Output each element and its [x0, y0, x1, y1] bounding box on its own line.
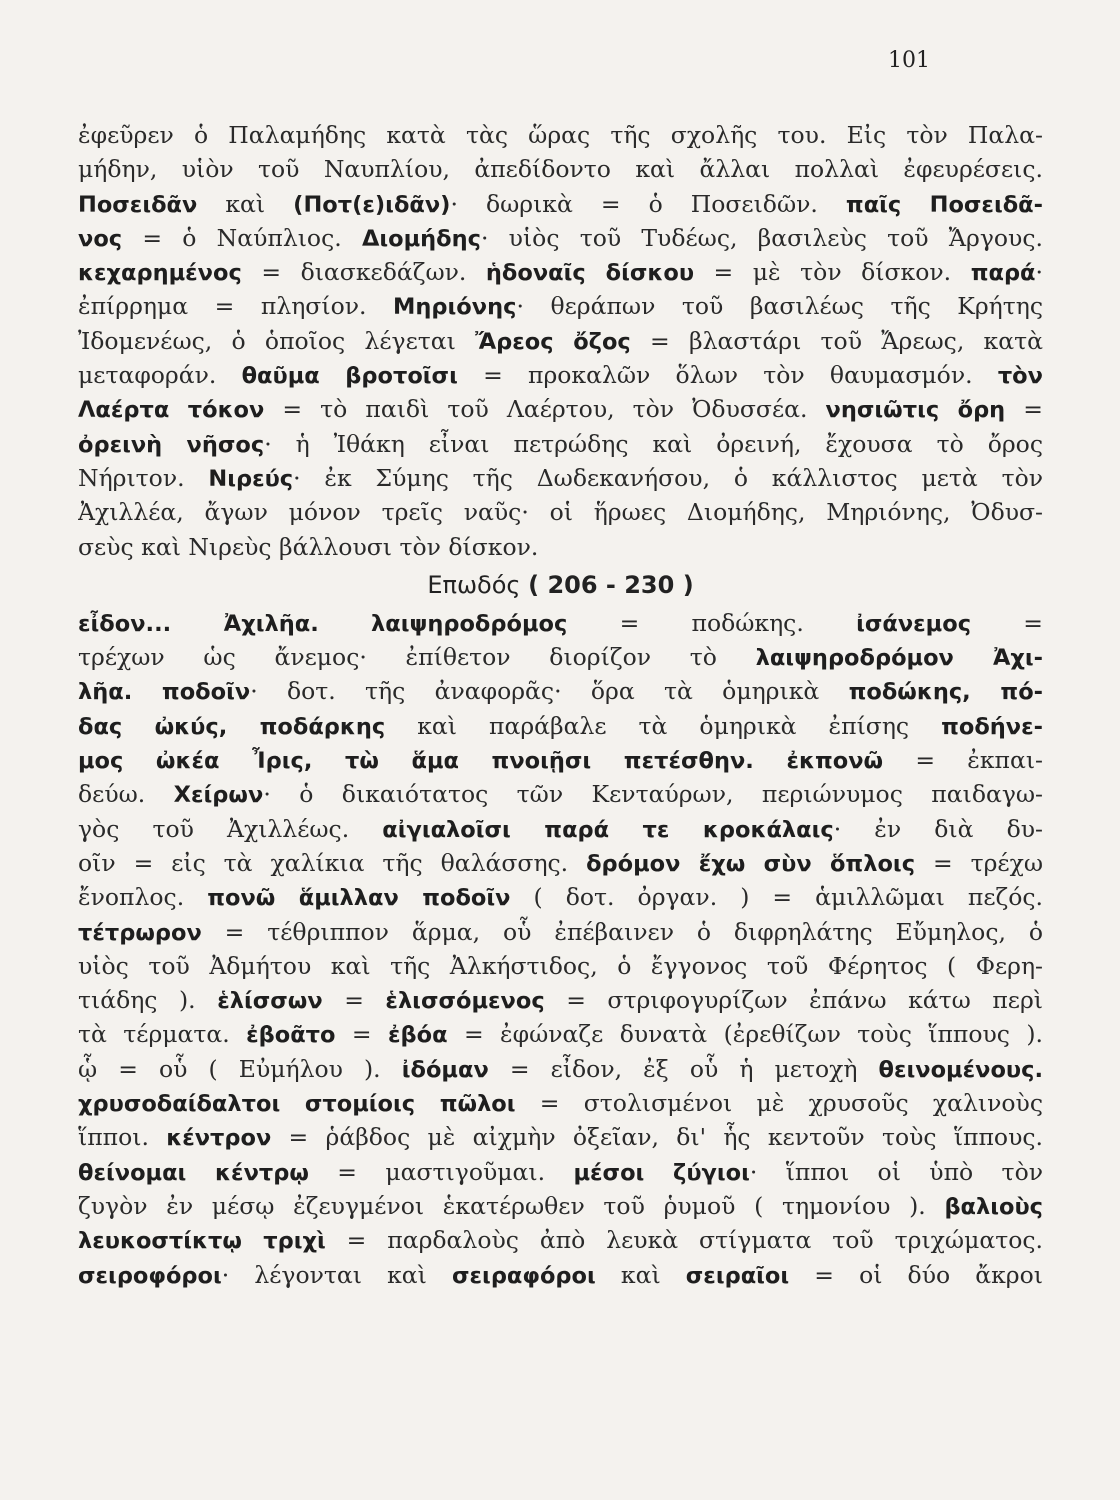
lemma-term: βαλιοὺς [944, 1193, 1043, 1220]
gloss-text: Ἰδομενέως, ὁ ὁποῖος λέγεται [78, 326, 476, 355]
text-line [78, 846, 1043, 880]
lemma-term: σειροφόροι [78, 1262, 222, 1289]
gloss-text: · δωρικὰ = ὁ Ποσειδῶν. [450, 189, 846, 218]
lemma-term: ἑλισσόμενος [385, 988, 545, 1015]
gloss-text: ( δοτ. ὀργαν. ) = ἁμιλλῶμαι πεζός. [510, 883, 1043, 912]
lemma-term: ἐβοᾶτο [246, 1022, 336, 1049]
gloss-text: ἐφεῦρεν ὁ Παλαμήδης κατὰ τὰς ὥρας τῆς σχολῆς του. Εἰς τὸν Παλα- [78, 121, 1043, 149]
lemma-term: (Ποτ(ε)ιδᾶν) [293, 191, 451, 218]
text-line [78, 1189, 1043, 1223]
gloss-text: υἱὸς τοῦ Ἀδμήτου καὶ τῆς Ἀλκήστιδος, ὁ ἔγγονος τοῦ Φέρητος ( Φερη- [78, 951, 1043, 980]
gloss-text: · δοτ. τῆς ἀναφορᾶς· ὅρα τὰ ὁμηρικὰ [250, 677, 849, 706]
text-line [78, 709, 1043, 743]
text-line [78, 118, 1043, 152]
lemma-term: λαιψηροδρόμος [371, 610, 568, 637]
lemma-term: νησιῶτις ὄρη [825, 397, 1006, 424]
text-line [78, 1120, 1043, 1154]
lemma-term: Χείρων [173, 782, 264, 809]
lemma-term: μέσοι ζύγιοι [573, 1159, 750, 1186]
gloss-text: = μὲ τὸν δίσκον. [694, 258, 971, 287]
lemma-term: σειραφόροι [452, 1262, 596, 1289]
gloss-text: = εἶδον, ἐξ οὗ ἡ μετοχὴ [488, 1054, 879, 1083]
lemma-term: ποδώκης, πό- [848, 679, 1043, 706]
heading-word: Επωδός [427, 570, 521, 599]
text-line [78, 915, 1043, 949]
gloss-text: καὶ παράβαλε τὰ ὁμηρικὰ ἐπίσης [385, 711, 942, 740]
gloss-text: Νήριτον. [78, 463, 209, 492]
gloss-text: ἐπίρρημα = πλησίον. [78, 292, 394, 321]
lemma-term: λῆα. ποδοῖν [78, 679, 251, 706]
lemma-term: ἰσάνεμος [856, 610, 972, 637]
gloss-text: · υἱὸς τοῦ Τυδέως, βασιλεὺς τοῦ Ἄργους. [480, 223, 1043, 252]
text-line [78, 461, 1043, 495]
text-line [78, 640, 1043, 674]
gloss-text: τιάδης ). [78, 986, 218, 1015]
gloss-text: = [971, 608, 1043, 637]
page-number: 101 [888, 48, 930, 73]
lemma-term: Λαέρτα τόκον [78, 397, 265, 424]
lemma-term: Νιρεύς [208, 465, 294, 492]
text-line [78, 1017, 1043, 1051]
text-line [78, 949, 1043, 983]
commentary-text [78, 118, 1043, 1292]
text-line [78, 606, 1043, 640]
text-line [78, 187, 1043, 221]
text-line [78, 152, 1043, 186]
text-line [78, 1052, 1043, 1086]
gloss-text: · ἵπποι οἱ ὑπὸ τὸν [749, 1157, 1043, 1186]
gloss-text: γὸς τοῦ Ἀχιλλέως. [78, 814, 383, 843]
lemma-term: μος ὠκέα Ἶρις, τὼ ἅμα πνοιῇσι πετέσθην. ἐκπονῶ [78, 748, 884, 775]
text-line [78, 495, 1043, 529]
lemma-term: ἑλίσσων [217, 988, 323, 1015]
gloss-text: ζυγὸν ἐν μέσῳ ἐζευγμένοι ἑκατέρωθεν τοῦ ῥυμοῦ ( τημονίου ). [78, 1191, 945, 1220]
gloss-text: = τρέχω [915, 848, 1043, 877]
lemma-term: ποδήνε- [941, 713, 1043, 740]
lemma-term: εἶδον... Ἀχιλῆα. [78, 610, 319, 637]
lemma-term: Διομήδης [361, 225, 481, 252]
gloss-text: · ἡ Ἰθάκη εἶναι πετρώδης καὶ ὀρεινή, ἔχουσα τὸ ὄρος [264, 429, 1043, 458]
gloss-text: καὶ [197, 189, 294, 218]
text-line [78, 812, 1043, 846]
gloss-text: = μαστιγοῦμαι. [308, 1157, 574, 1186]
gloss-text [319, 609, 371, 637]
gloss-text: · θεράπων τοῦ βασιλέως τῆς Κρήτης [516, 292, 1043, 321]
text-line [78, 427, 1043, 461]
text-line [78, 674, 1043, 708]
lemma-term: ἰδόμαν [401, 1056, 489, 1083]
gloss-text: ἔνοπλος. [78, 883, 208, 912]
text-line [78, 392, 1043, 426]
lemma-term: λαιψηροδρόμον Ἀχι- [755, 645, 1043, 672]
lemma-term: Ποσειδᾶν [78, 191, 198, 218]
lemma-term: ὀρεινὴ νῆσος [78, 431, 265, 458]
lemma-term: θαῦμα βροτοῖσι [241, 363, 458, 390]
gloss-text: = [1005, 395, 1043, 424]
text-line [78, 1258, 1043, 1292]
section-commentary-epode [78, 606, 1043, 1292]
text-line [78, 221, 1043, 255]
gloss-text: = ποδώκης. [567, 608, 857, 637]
gloss-text: = τέθριππον ἅρμα, οὗ ἐπέβαινεν ὁ διφρηλάτης Εὔμηλος, ὁ [201, 917, 1043, 946]
lemma-term: τὸν [997, 363, 1043, 390]
section-heading [78, 564, 1043, 606]
gloss-text: τὰ τέρματα. [78, 1020, 247, 1049]
gloss-text: ἵπποι. [78, 1123, 167, 1152]
text-line [78, 358, 1043, 392]
gloss-text: = προκαλῶν ὅλων τὸν θαυμασμόν. [457, 361, 998, 390]
lemma-term: θείνομαι κέντρῳ [78, 1159, 309, 1186]
gloss-text: σεὺς καὶ Νιρεὺς βάλλουσι τὸν δίσκον. [78, 532, 539, 561]
gloss-text: = [322, 986, 386, 1015]
lemma-term: λευκοστίκτῳ τριχὶ [78, 1228, 326, 1255]
gloss-text: Ἀχιλλέα, ἄγων μόνον τρεῖς ναῦς· οἱ ἥρωες Διομήδης, Μηριόνης, Ὀδυσ- [78, 498, 1043, 527]
lemma-term: δας ὠκύς, ποδάρκης [78, 713, 386, 740]
lemma-term: σειραῖοι [685, 1262, 790, 1289]
lemma-term: δρόμον ἔχω σὺν ὅπλοις [586, 850, 916, 877]
gloss-text: = βλαστάρι τοῦ Ἄρεως, κατὰ [630, 326, 1043, 355]
lemma-term: ἡδοναῖς δίσκου [485, 260, 695, 287]
gloss-text: · ἐν διὰ δυ- [833, 814, 1043, 843]
text-line [78, 983, 1043, 1017]
gloss-text: = διασκεδάζων. [241, 258, 486, 287]
lemma-term: τέτρωρον [78, 919, 202, 946]
gloss-text: · ὁ δικαιότατος τῶν Κενταύρων, περιώνυμος παιδαγω- [263, 780, 1043, 809]
text-line [78, 1223, 1043, 1257]
gloss-text: οῖν = εἰς τὰ χαλίκια τῆς θαλάσσης. [78, 848, 587, 877]
gloss-text: = στριφογυρίζων ἐπάνω κάτω περὶ [544, 986, 1043, 1015]
gloss-text: = ὁ Ναύπλιος. [122, 223, 362, 252]
lemma-term: Μηριόνης [393, 294, 517, 321]
gloss-text: = ἐφώναζε δυνατὰ (ἐρεθίζων τοὺς ἵππους ). [447, 1020, 1043, 1049]
gloss-text: · [1035, 258, 1043, 287]
text-line [78, 1086, 1043, 1120]
lemma-term: κεχαρημένος [78, 260, 242, 287]
heading-line-range: ( 206 - 230 ) [528, 570, 694, 599]
text-line [78, 777, 1043, 811]
gloss-text: = τὸ παιδὶ τοῦ Λαέρτου, τὸν Ὀδυσσέα. [264, 395, 826, 424]
gloss-text: = στολισμένοι μὲ χρυσοῦς χαλινοὺς [515, 1089, 1043, 1118]
gloss-text: = [335, 1020, 388, 1049]
gloss-text: = οἱ δύο ἄκροι [789, 1260, 1043, 1289]
lemma-term: ἐβόα [388, 1022, 448, 1049]
lemma-term: Ἄρεος ὄζος [475, 328, 631, 355]
text-line [78, 880, 1043, 914]
text-line [78, 324, 1043, 358]
lemma-term: νος [78, 225, 123, 252]
lemma-term: κέντρον [166, 1125, 272, 1152]
gloss-text: δεύω. [78, 780, 174, 809]
gloss-text: = παρδαλοὺς ἀπὸ λευκὰ στίγματα τοῦ τριχώματος. [325, 1226, 1043, 1255]
lemma-term: παρά [970, 260, 1036, 287]
text-line [78, 530, 1043, 564]
gloss-text: = ῥάβδος μὲ αἰχμὴν ὀξεῖαν, δι' ἧς κεντοῦν τοὺς ἵππους. [271, 1123, 1043, 1152]
gloss-text: μεταφοράν. [78, 361, 242, 390]
gloss-text: μήδην, υἱὸν τοῦ Ναυπλίου, ἀπεδίδοντο καὶ ἄλλαι πολλαὶ ἐφευρέσεις. [78, 155, 1043, 184]
gloss-text: = ἐκπαι- [883, 746, 1043, 775]
lemma-term: θεινομένους. [878, 1056, 1043, 1083]
gloss-text: καὶ [595, 1260, 686, 1289]
gloss-text: τρέχων ὡς ἄνεμος· ἐπίθετον διορίζον τὸ [78, 643, 756, 672]
gloss-text: · λέγονται καὶ [221, 1260, 452, 1289]
gloss-text: · ἐκ Σύμης τῆς Δωδεκανήσου, ὁ κάλλιστος μετὰ τὸν [293, 463, 1043, 492]
section-commentary-part1 [78, 118, 1043, 564]
lemma-term: χρυσοδαίδαλτοι στομίοις πῶλοι [78, 1091, 516, 1118]
lemma-term: πονῶ ἅμιλλαν ποδοῖν [207, 885, 511, 912]
gloss-text: ᾧ = οὗ ( Εὐμήλου ). [78, 1054, 402, 1083]
lemma-term: αἰγιαλοῖσι παρά τε κροκάλαις [382, 816, 834, 843]
text-line [78, 743, 1043, 777]
text-line [78, 255, 1043, 289]
text-line [78, 289, 1043, 323]
lemma-term: παῖς Ποσειδᾶ- [845, 191, 1043, 218]
text-line [78, 1155, 1043, 1189]
